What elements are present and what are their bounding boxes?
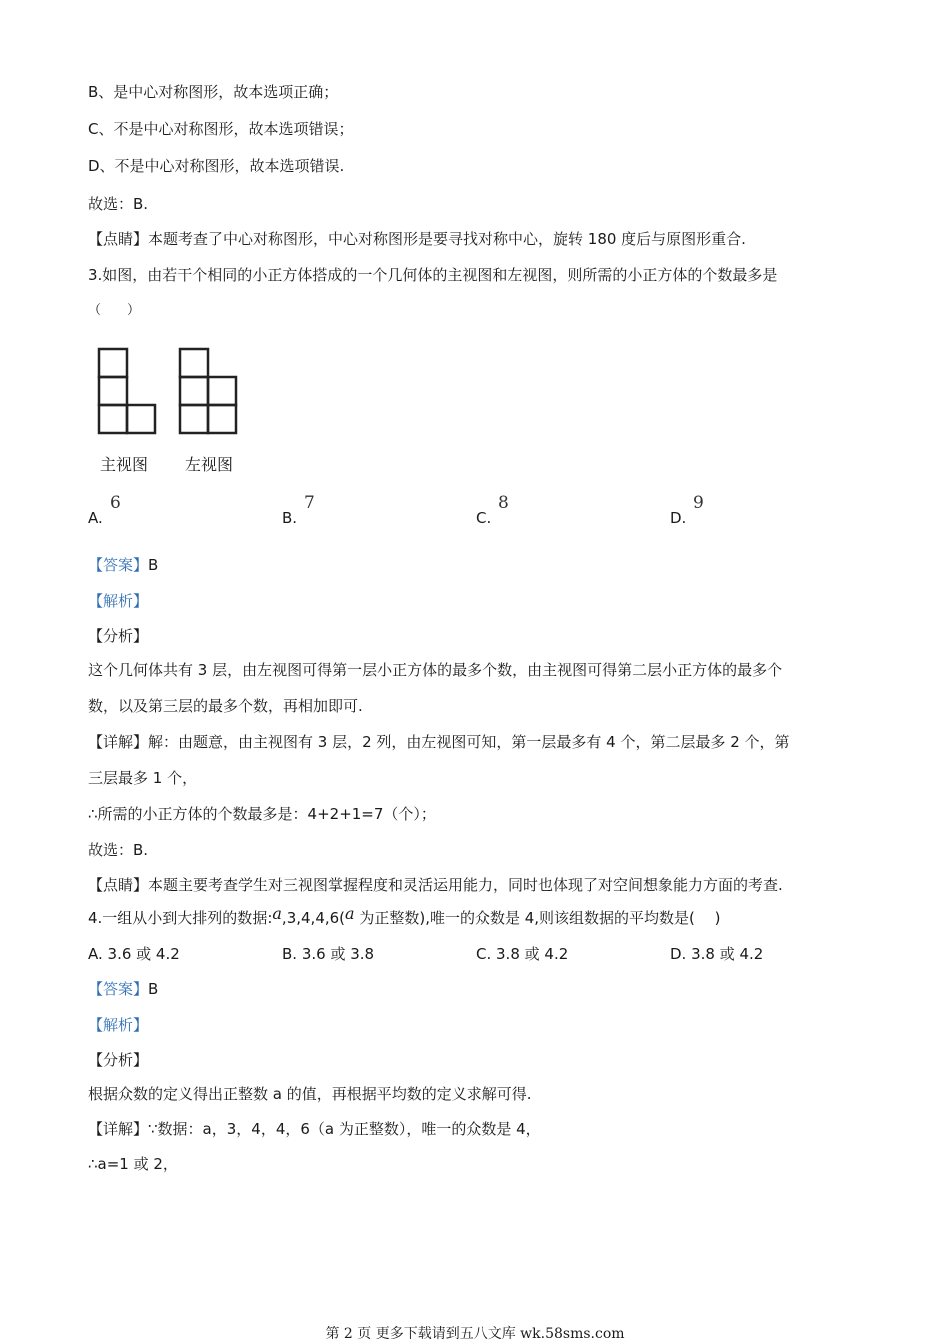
option-c-explanation: C、不是中心对称图形，故本选项错误； <box>88 120 354 138</box>
question-4-text: 4.一组从小到大排列的数据:a,3,4,4,6(a 为正整数),唯一的众数是 4,则该组数据的平均数是( ) <box>88 904 721 927</box>
answer-value: B <box>148 556 159 574</box>
front-view-drawing <box>99 349 155 433</box>
fenxi-q4: 【分析】 <box>88 1051 149 1069</box>
detail-q4-line2: ∴a=1 或 2， <box>88 1155 178 1173</box>
answer-label: 【答案】 <box>88 556 149 574</box>
answer-choice-q2: 故选：B. <box>88 195 149 213</box>
front-view-label: 主视图 <box>100 455 149 474</box>
fenxi-q3: 【分析】 <box>88 627 149 645</box>
analysis-q3-line1: 这个几何体共有 3 层，由左视图可得第一层小正方体的最多个数，由主视图可得第二层小正方体的最多个 <box>88 661 783 679</box>
option-b-explanation: B、是中心对称图形，故本选项正确； <box>88 83 339 101</box>
dianjing-q3: 【点睛】本题主要考查学生对三视图掌握程度和灵活运用能力，同时也体现了对空间想象能力方面的考查. <box>88 876 783 894</box>
question-3-paren: （ ） <box>88 303 141 318</box>
three-view-figure <box>90 340 250 445</box>
option-d-explanation: D、不是中心对称图形，故本选项错误. <box>88 157 345 175</box>
q4-option-a: A. 3.6 或 4.2 <box>88 945 180 963</box>
detail-q3-line1: 【详解】解：由题意，由主视图有 3 层，2 列，由左视图可知，第一层最多有 4 个，第二层最多 2 个，第 <box>88 733 790 751</box>
detail-q3-line3: ∴所需的小正方体的个数最多是：4+2+1=7（个）； <box>88 805 436 823</box>
analysis-q4: 根据众数的定义得出正整数 a 的值，再根据平均数的定义求解可得. <box>88 1085 532 1103</box>
jiexi-q3: 【解析】 <box>88 592 149 610</box>
q4-option-c: C. 3.8 或 4.2 <box>476 945 569 963</box>
left-view-drawing <box>180 349 236 433</box>
analysis-q3-line2: 数，以及第三层的最多个数，再相加即可. <box>88 697 363 715</box>
dianjing-q2: 【点睛】本题考查了中心对称图形，中心对称图形是要寻找对称中心，旋转 180 度后与原图形重合. <box>88 230 746 248</box>
left-view-label: 左视图 <box>185 455 234 474</box>
jiexi-q4: 【解析】 <box>88 1016 149 1034</box>
detail-q3-line2: 三层最多 1 个， <box>88 769 198 787</box>
question-3-text: 3.如图，由若干个相同的小正方体搭成的一个几何体的主视图和左视图，则所需的小正方体的个数最多是 <box>88 266 778 284</box>
page-footer: 第 2 页 更多下载请到五八文库 wk.58sms.com <box>325 1326 625 1342</box>
detail-q4-line1: 【详解】∵数据：a，3，4，4，6（a 为正整数），唯一的众数是 4， <box>88 1120 541 1138</box>
answer-value: B <box>148 980 159 998</box>
answer-choice-q3: 故选：B. <box>88 841 149 859</box>
q4-option-b: B. 3.6 或 3.8 <box>282 945 375 963</box>
answer-q4 <box>88 979 158 999</box>
q4-option-d: D. 3.8 或 4.2 <box>670 945 764 963</box>
answer-q3 <box>88 555 158 575</box>
answer-label: 【答案】 <box>88 980 149 998</box>
